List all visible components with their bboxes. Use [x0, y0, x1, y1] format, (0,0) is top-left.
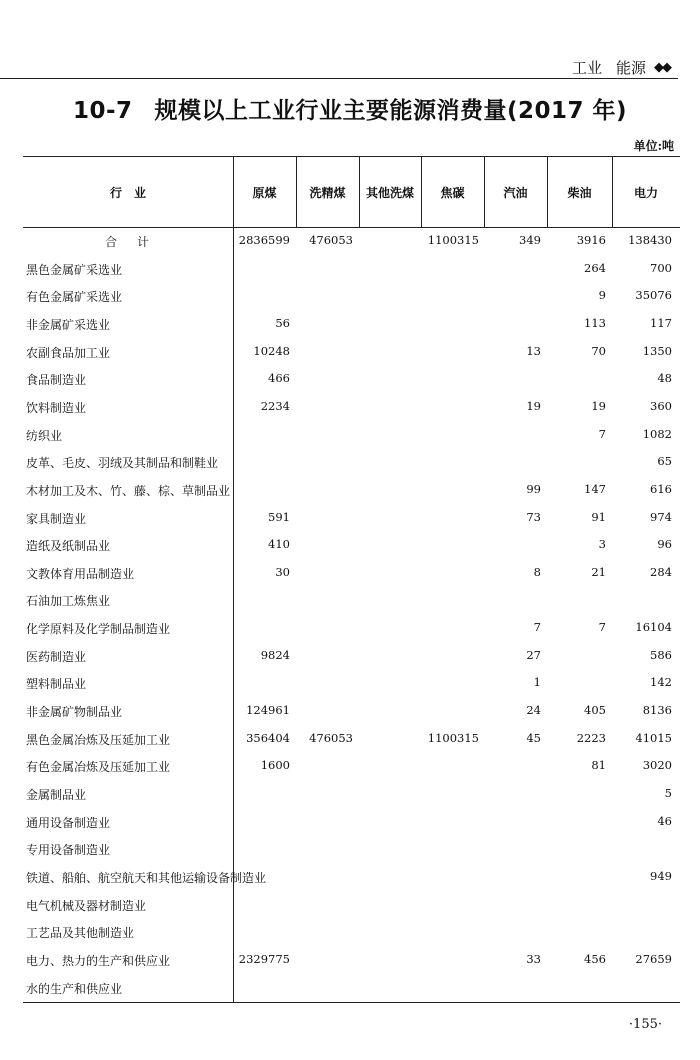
cell-electricity: 142	[650, 675, 672, 690]
running-header	[572, 57, 670, 78]
cell-diesel: 3	[598, 537, 606, 552]
row-industry-name: 木材加工及木、竹、藤、棕、草制品业	[26, 483, 231, 498]
header-other-washed-coal: 其他洗煤	[365, 185, 414, 200]
cell-electricity: 46	[657, 813, 672, 828]
table-row	[23, 980, 680, 1000]
cell-electricity: 35076	[635, 288, 672, 303]
cell-gasoline: 7	[533, 620, 541, 635]
table-row	[23, 731, 680, 751]
cell-electricity: 949	[650, 868, 672, 883]
table-row	[23, 924, 680, 944]
table-row	[23, 841, 680, 861]
cell-diesel: 7	[598, 620, 606, 635]
row-industry-name: 铁道、船舶、航空航天和其他运输设备制造业	[26, 870, 267, 885]
row-industry-name: 有色金属冶炼及压延加工业	[26, 760, 171, 775]
row-industry-name: 合计	[105, 235, 170, 249]
cell-diesel: 405	[584, 703, 606, 718]
cell-diesel: 264	[584, 260, 606, 275]
cell-diesel: 3916	[576, 233, 606, 247]
table-row	[23, 897, 680, 917]
table-row	[23, 316, 680, 336]
cell-raw-coal: 1600	[260, 758, 290, 773]
cell-electricity: 616	[650, 481, 672, 496]
table-row	[23, 288, 680, 308]
header-industry: 行 业	[109, 185, 146, 200]
cell-electricity: 138430	[628, 233, 672, 247]
diamond-ornament-icon: ◆◆	[654, 60, 670, 75]
row-industry-name: 农副食品加工业	[26, 345, 111, 360]
cell-electricity: 700	[650, 260, 672, 275]
running-header-topic: 能源	[615, 59, 646, 77]
row-industry-name: 电力、热力的生产和供应业	[26, 953, 171, 968]
cell-electricity: 586	[650, 647, 672, 662]
table-row	[23, 814, 680, 834]
row-industry-name: 文教体育用品制造业	[26, 566, 135, 581]
row-industry-name: 饮料制造业	[26, 400, 87, 415]
cell-electricity: 8136	[642, 703, 672, 718]
cell-raw-coal: 56	[275, 315, 290, 330]
cell-gasoline: 27	[526, 647, 541, 662]
row-industry-name: 通用设备制造业	[26, 815, 111, 830]
cell-gasoline: 45	[526, 730, 541, 745]
table-bottom-rule	[23, 1002, 680, 1003]
table-row	[23, 454, 680, 474]
header-coke: 焦碳	[440, 185, 465, 200]
table-row	[23, 565, 680, 585]
cell-electricity: 65	[657, 454, 672, 469]
row-industry-name: 水的生产和供应业	[26, 981, 123, 996]
table-row	[23, 427, 680, 447]
cell-electricity: 27659	[635, 951, 672, 966]
header-raw-coal: 原煤	[252, 185, 277, 200]
row-industry-name: 医药制造业	[26, 649, 87, 664]
cell-diesel: 70	[591, 343, 606, 358]
table-row	[23, 261, 680, 281]
row-industry-name: 家具制造业	[26, 511, 87, 526]
cell-electricity: 48	[657, 371, 672, 386]
cell-gasoline: 73	[526, 509, 541, 524]
row-industry-name: 黑色金属冶炼及压延加工业	[26, 732, 171, 747]
header-washed-coal: 洗精煤	[309, 185, 346, 200]
cell-raw-coal: 466	[268, 371, 290, 386]
cell-raw-coal: 30	[275, 564, 290, 579]
cell-raw-coal: 2329775	[238, 951, 290, 966]
row-industry-name: 黑色金属矿采选业	[26, 262, 123, 277]
row-industry-name: 非金属矿物制品业	[26, 705, 123, 720]
cell-electricity: 1082	[642, 426, 672, 441]
table-row	[23, 869, 680, 889]
cell-gasoline: 349	[519, 233, 541, 247]
row-industry-name: 造纸及纸制品业	[26, 539, 111, 554]
cell-raw-coal: 9824	[260, 647, 290, 662]
row-industry-name: 化学原料及化学制品制造业	[26, 622, 171, 637]
row-industry-name: 电气机械及器材制造业	[26, 898, 147, 913]
table-row	[23, 675, 680, 695]
cell-raw-coal: 410	[268, 537, 290, 552]
table-row	[23, 233, 680, 253]
table-row	[23, 371, 680, 391]
cell-diesel: 2223	[576, 730, 606, 745]
cell-diesel: 91	[591, 509, 606, 524]
table-row	[23, 648, 680, 668]
cell-coke: 1100315	[427, 730, 479, 745]
cell-gasoline: 33	[526, 951, 541, 966]
cell-diesel: 7	[598, 426, 606, 441]
cell-gasoline: 19	[526, 398, 541, 413]
table-row	[23, 592, 680, 612]
cell-washed-coal: 476053	[309, 233, 353, 247]
header-gasoline: 汽油	[503, 185, 528, 200]
cell-electricity: 1350	[642, 343, 672, 358]
cell-electricity: 5	[664, 786, 672, 800]
row-industry-name: 金属制品业	[26, 788, 87, 802]
cell-raw-coal: 124961	[246, 703, 290, 718]
row-industry-name: 有色金属矿采选业	[26, 290, 123, 305]
cell-diesel: 21	[591, 564, 606, 579]
table-title: 规模以上工业行业主要能源消费量(2017 年)	[154, 98, 628, 124]
row-industry-name: 皮革、毛皮、羽绒及其制品和制鞋业	[26, 456, 219, 471]
table-row	[23, 537, 680, 557]
cell-raw-coal: 356404	[246, 730, 290, 745]
cell-electricity: 3020	[642, 758, 672, 773]
cell-electricity: 96	[657, 537, 672, 552]
cell-diesel: 81	[591, 758, 606, 773]
table-header-rule	[23, 227, 680, 228]
table-row	[23, 758, 680, 778]
cell-diesel: 9	[598, 288, 606, 303]
row-industry-name: 石油加工炼焦业	[26, 594, 111, 609]
page-title	[0, 92, 700, 125]
row-industry-name: 非金属矿采选业	[26, 317, 111, 332]
cell-electricity: 360	[650, 398, 672, 413]
table-row	[23, 399, 680, 419]
cell-gasoline: 8	[533, 564, 541, 579]
cell-electricity: 974	[650, 509, 672, 524]
cell-raw-coal: 2234	[260, 398, 290, 413]
table-row	[23, 482, 680, 502]
header-diesel: 柴油	[567, 185, 592, 200]
cell-gasoline: 1	[533, 675, 541, 690]
cell-raw-coal: 10248	[253, 343, 290, 358]
cell-diesel: 19	[591, 398, 606, 413]
row-industry-name: 塑料制品业	[26, 677, 87, 692]
header-electricity: 电力	[633, 185, 658, 200]
table-row	[23, 703, 680, 723]
unit-label: 单位:吨	[633, 139, 674, 153]
row-industry-name: 工艺品及其他制造业	[26, 926, 135, 941]
running-header-section: 工业	[571, 59, 602, 77]
table-row	[23, 510, 680, 530]
cell-electricity: 117	[650, 315, 672, 330]
cell-diesel: 113	[584, 315, 606, 330]
cell-electricity: 41015	[635, 730, 672, 745]
table-number: 10-7	[72, 98, 133, 124]
table-row	[23, 344, 680, 364]
table-row	[23, 786, 680, 806]
row-industry-name: 专用设备制造业	[26, 843, 111, 858]
cell-diesel: 456	[584, 951, 606, 966]
header-rule	[0, 78, 678, 79]
cell-washed-coal: 476053	[309, 730, 353, 745]
cell-gasoline: 24	[526, 703, 541, 718]
page-number: ·155·	[628, 1017, 662, 1032]
cell-gasoline: 13	[526, 343, 541, 358]
cell-electricity: 284	[650, 564, 672, 579]
cell-gasoline: 99	[526, 481, 541, 496]
row-industry-name: 食品制造业	[26, 373, 87, 388]
cell-raw-coal: 2836599	[238, 233, 290, 247]
cell-electricity: 16104	[635, 620, 672, 635]
row-industry-name: 纺织业	[26, 428, 63, 443]
table-row	[23, 620, 680, 640]
cell-coke: 1100315	[427, 233, 479, 247]
cell-raw-coal: 591	[268, 509, 290, 524]
cell-diesel: 147	[584, 481, 606, 496]
table-row	[23, 952, 680, 972]
